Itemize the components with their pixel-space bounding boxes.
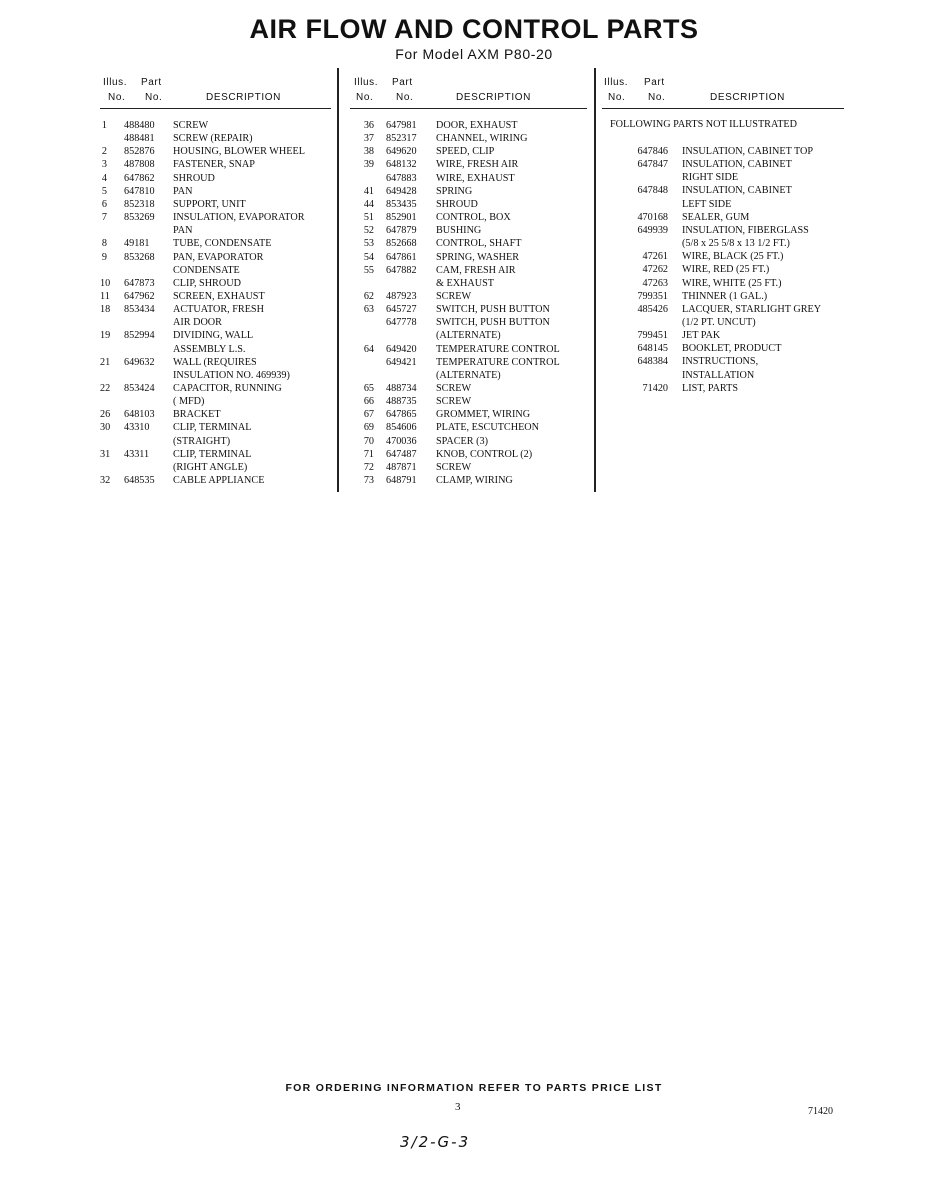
illus-number: 31 bbox=[100, 448, 111, 460]
illus-number: 73 bbox=[363, 475, 374, 487]
part-number: 853434 bbox=[124, 304, 155, 316]
table-row bbox=[100, 211, 340, 224]
table-row bbox=[100, 224, 340, 237]
part-description: WIRE, BLACK (25 FT.) bbox=[682, 251, 784, 263]
part-description: CONTROL, BOX bbox=[436, 212, 511, 224]
part-description: INSULATION, EVAPORATOR bbox=[173, 212, 305, 224]
part-description: CLIP, TERMINAL bbox=[173, 422, 252, 434]
illus-number: 3 bbox=[101, 159, 107, 171]
table-row bbox=[350, 224, 590, 237]
part-description: DOOR, EXHAUST bbox=[436, 120, 518, 131]
part-number: 647487 bbox=[386, 448, 417, 460]
header-rule bbox=[602, 108, 844, 109]
part-description: SHROUD bbox=[436, 198, 478, 210]
part-number: 799351 bbox=[637, 290, 668, 302]
part-number: 488481 bbox=[124, 133, 155, 145]
part-number: 647810 bbox=[124, 185, 155, 197]
part-description: PAN bbox=[173, 185, 193, 197]
table-row bbox=[602, 198, 842, 211]
part-description: CAPACITOR, RUNNING bbox=[173, 383, 282, 394]
part-number: 647873 bbox=[124, 277, 155, 289]
table-row bbox=[350, 251, 590, 264]
table-row bbox=[602, 145, 842, 158]
part-number: 852668 bbox=[386, 238, 417, 250]
table-row bbox=[100, 303, 340, 316]
column-header bbox=[350, 74, 587, 109]
table-row bbox=[100, 395, 340, 408]
part-number: 648535 bbox=[124, 475, 155, 487]
part-description: (STRAIGHT) bbox=[173, 435, 231, 447]
part-number: 647879 bbox=[386, 225, 417, 237]
part-description: SCREW (REPAIR) bbox=[173, 133, 253, 145]
table-row bbox=[100, 277, 340, 290]
part-description: JET PAK bbox=[682, 330, 721, 342]
part-description: INSTALLATION bbox=[682, 369, 755, 381]
table-row bbox=[602, 250, 842, 263]
illus-number: 66 bbox=[363, 396, 374, 408]
illus-number: 37 bbox=[363, 133, 374, 145]
parts-column-3 bbox=[602, 74, 844, 394]
table-row bbox=[350, 395, 590, 408]
table-row bbox=[350, 290, 590, 303]
header-part-no: No. bbox=[396, 92, 414, 103]
part-description: SCREW bbox=[436, 461, 472, 473]
illus-number: 1 bbox=[101, 120, 107, 131]
part-number: 852876 bbox=[124, 146, 155, 158]
part-number: 645727 bbox=[386, 304, 417, 316]
table-row bbox=[602, 277, 842, 290]
part-description: THINNER (1 GAL.) bbox=[682, 290, 768, 302]
part-number: 649620 bbox=[386, 146, 417, 158]
header-illus: Illus. bbox=[103, 77, 128, 88]
part-description: WALL (REQUIRES bbox=[173, 356, 257, 368]
part-description: INSULATION, CABINET TOP bbox=[682, 146, 814, 157]
part-description: CABLE APPLIANCE bbox=[173, 475, 265, 487]
part-number: 470036 bbox=[386, 435, 417, 447]
table-row bbox=[350, 211, 590, 224]
part-number: 647862 bbox=[124, 172, 155, 184]
part-number: 853268 bbox=[124, 251, 155, 263]
header-rule bbox=[350, 108, 587, 109]
table-row bbox=[350, 356, 590, 369]
part-number: 648384 bbox=[637, 356, 668, 368]
table-row bbox=[350, 408, 590, 421]
part-number: 853424 bbox=[124, 383, 155, 394]
part-description: SCREW bbox=[173, 120, 209, 131]
part-description: SPACER (3) bbox=[436, 435, 488, 447]
table-row bbox=[100, 382, 340, 395]
illus-number: 8 bbox=[101, 238, 107, 250]
part-description: RIGHT SIDE bbox=[682, 172, 739, 184]
column-divider bbox=[594, 68, 596, 492]
header-illus: Illus. bbox=[604, 77, 629, 88]
illus-number: 32 bbox=[100, 475, 111, 487]
part-description: BOOKLET, PRODUCT bbox=[682, 343, 782, 355]
table-row bbox=[602, 158, 842, 171]
part-description: INSULATION NO. 469939) bbox=[173, 369, 290, 381]
header-part-no: No. bbox=[145, 92, 163, 103]
table-row bbox=[350, 329, 590, 342]
table-row bbox=[350, 474, 590, 487]
header-description: DESCRIPTION bbox=[710, 92, 785, 103]
model-subtitle: For Model AXM P80-20 bbox=[395, 46, 553, 62]
part-number: 47263 bbox=[642, 277, 668, 289]
illus-number: 44 bbox=[363, 198, 374, 210]
table-row bbox=[100, 251, 340, 264]
header-illus-no: No. bbox=[108, 92, 126, 103]
illus-number: 10 bbox=[100, 277, 111, 289]
illus-number: 11 bbox=[100, 290, 110, 302]
part-number: 647846 bbox=[637, 146, 668, 157]
part-description: AIR DOOR bbox=[173, 317, 222, 329]
document-code: 71420 bbox=[808, 1106, 833, 1117]
part-number: 71420 bbox=[642, 382, 668, 394]
illus-number: 70 bbox=[363, 435, 374, 447]
header-description: DESCRIPTION bbox=[206, 92, 281, 103]
illus-number: 9 bbox=[101, 251, 107, 263]
part-description: SEALER, GUM bbox=[682, 211, 750, 223]
table-row bbox=[350, 421, 590, 434]
table-row bbox=[100, 290, 340, 303]
table-row bbox=[602, 382, 842, 395]
parts-column-1 bbox=[100, 74, 331, 487]
part-number: 488734 bbox=[386, 383, 417, 394]
table-row bbox=[100, 421, 340, 434]
table-row bbox=[100, 448, 340, 461]
header-rule bbox=[100, 108, 331, 109]
table-row bbox=[602, 329, 842, 342]
part-description: TUBE, CONDENSATE bbox=[173, 238, 272, 250]
table-row bbox=[350, 198, 590, 211]
table-row bbox=[100, 198, 340, 211]
table-row bbox=[350, 303, 590, 316]
part-description: ACTUATOR, FRESH bbox=[173, 304, 264, 316]
part-number: 854606 bbox=[386, 422, 417, 434]
part-number: 47262 bbox=[642, 264, 668, 276]
part-description: WIRE, FRESH AIR bbox=[436, 159, 519, 171]
part-description: GROMMET, WIRING bbox=[436, 409, 531, 421]
part-description: LEFT SIDE bbox=[682, 198, 732, 210]
part-description: LACQUER, STARLIGHT GREY bbox=[682, 303, 822, 315]
header-illus-no: No. bbox=[356, 92, 374, 103]
table-row bbox=[350, 237, 590, 250]
part-number: 852317 bbox=[386, 133, 417, 145]
part-description: CLIP, SHROUD bbox=[173, 277, 241, 289]
part-description: INSTRUCTIONS, bbox=[682, 356, 759, 368]
part-description: ASSEMBLY L.S. bbox=[173, 343, 246, 355]
part-number: 649632 bbox=[124, 356, 155, 368]
part-description: PAN bbox=[173, 225, 193, 237]
table-row bbox=[350, 264, 590, 277]
table-row bbox=[350, 448, 590, 461]
table-row bbox=[100, 408, 340, 421]
table-row bbox=[602, 237, 842, 250]
table-row bbox=[602, 303, 842, 316]
illus-number: 63 bbox=[363, 304, 374, 316]
illus-number: 65 bbox=[363, 383, 374, 394]
table-row bbox=[100, 329, 340, 342]
part-description: TEMPERATURE CONTROL bbox=[436, 356, 560, 368]
illus-number: 19 bbox=[100, 330, 111, 342]
part-description: CLIP, TERMINAL bbox=[173, 448, 252, 460]
page-number: 3 bbox=[455, 1101, 461, 1113]
table-row bbox=[100, 435, 340, 448]
illus-number: 71 bbox=[363, 448, 374, 460]
part-number: 647865 bbox=[386, 409, 417, 421]
part-number: 487871 bbox=[386, 461, 417, 473]
part-description: FASTENER, SNAP bbox=[173, 159, 255, 171]
illus-number: 18 bbox=[100, 304, 111, 316]
part-description: WIRE, RED (25 FT.) bbox=[682, 264, 770, 276]
part-number: 43311 bbox=[124, 448, 150, 460]
part-number: 648103 bbox=[124, 409, 155, 421]
part-description: SPEED, CLIP bbox=[436, 146, 495, 158]
part-description: INSULATION, CABINET bbox=[682, 185, 792, 197]
part-description: (1/2 PT. UNCUT) bbox=[682, 316, 756, 328]
table-row bbox=[602, 355, 842, 368]
part-number: 853435 bbox=[386, 198, 417, 210]
part-description: CAM, FRESH AIR bbox=[436, 264, 516, 276]
part-number: 647882 bbox=[386, 264, 417, 276]
illus-number: 26 bbox=[100, 409, 111, 421]
table-row bbox=[350, 277, 590, 290]
illus-number: 5 bbox=[101, 185, 107, 197]
part-number: 487808 bbox=[124, 159, 155, 171]
part-number: 649421 bbox=[386, 356, 417, 368]
illus-number: 72 bbox=[363, 461, 374, 473]
part-description: WIRE, WHITE (25 FT.) bbox=[682, 277, 782, 289]
table-row bbox=[100, 145, 340, 158]
part-description: (5/8 x 25 5/8 x 13 1/2 FT.) bbox=[682, 238, 790, 250]
table-row bbox=[350, 461, 590, 474]
table-row bbox=[350, 435, 590, 448]
part-number: 853269 bbox=[124, 212, 155, 224]
table-row bbox=[602, 316, 842, 329]
part-number: 852901 bbox=[386, 212, 417, 224]
part-number: 43310 bbox=[124, 422, 150, 434]
table-row bbox=[100, 264, 340, 277]
part-number: 649420 bbox=[386, 343, 417, 355]
part-description: PLATE, ESCUTCHEON bbox=[436, 422, 540, 434]
page-title: AIR FLOW AND CONTROL PARTS bbox=[249, 14, 699, 44]
part-description: CONDENSATE bbox=[173, 264, 240, 276]
part-number: 852994 bbox=[124, 330, 155, 342]
part-number: 649939 bbox=[637, 224, 668, 236]
part-description: SCREW bbox=[436, 290, 472, 302]
illus-number: 2 bbox=[101, 146, 107, 158]
part-number: 485426 bbox=[637, 303, 668, 315]
table-row bbox=[100, 343, 340, 356]
part-number: 487923 bbox=[386, 290, 417, 302]
illus-number: 30 bbox=[100, 422, 111, 434]
part-description: BUSHING bbox=[436, 225, 482, 237]
table-row bbox=[100, 316, 340, 329]
illus-number: 67 bbox=[363, 409, 374, 421]
part-number: 648145 bbox=[637, 343, 668, 355]
part-description: WIRE, EXHAUST bbox=[436, 172, 515, 184]
illus-number: 39 bbox=[363, 159, 374, 171]
part-description: BRACKET bbox=[173, 409, 221, 421]
part-description: INSULATION, CABINET bbox=[682, 159, 792, 171]
table-row bbox=[350, 132, 590, 145]
part-description: (ALTERNATE) bbox=[436, 330, 501, 342]
column-divider bbox=[337, 68, 339, 492]
part-description: SCREW bbox=[436, 396, 472, 408]
part-description: & EXHAUST bbox=[436, 277, 495, 289]
table-row bbox=[100, 119, 340, 132]
not-illustrated-note: FOLLOWING PARTS NOT ILLUSTRATED bbox=[610, 119, 798, 130]
part-number: 647861 bbox=[386, 251, 417, 263]
table-row bbox=[350, 172, 590, 185]
table-row bbox=[100, 237, 340, 250]
part-description: ( MFD) bbox=[173, 396, 205, 408]
illus-number: 51 bbox=[363, 212, 374, 224]
header-part-no: No. bbox=[648, 92, 666, 103]
header-illus-no: No. bbox=[608, 92, 626, 103]
part-description: INSULATION, FIBERGLASS bbox=[682, 224, 809, 236]
illus-number: 6 bbox=[101, 198, 107, 210]
table-row bbox=[100, 356, 340, 369]
part-number: 852318 bbox=[124, 198, 155, 210]
part-description: SHROUD bbox=[173, 172, 215, 184]
table-row bbox=[350, 145, 590, 158]
illus-number: 4 bbox=[101, 172, 107, 184]
part-number: 49181 bbox=[124, 238, 150, 250]
table-row bbox=[350, 119, 590, 132]
illus-number: 22 bbox=[100, 383, 111, 394]
illus-number: 69 bbox=[363, 422, 374, 434]
table-row bbox=[602, 171, 842, 184]
part-description: KNOB, CONTROL (2) bbox=[436, 448, 533, 460]
part-description: CONTROL, SHAFT bbox=[436, 238, 522, 250]
header-description: DESCRIPTION bbox=[456, 92, 531, 103]
part-number: 647883 bbox=[386, 172, 417, 184]
part-description: LIST, PARTS bbox=[682, 382, 738, 394]
part-description: CLAMP, WIRING bbox=[436, 475, 513, 487]
table-row bbox=[100, 185, 340, 198]
ordering-footer: FOR ORDERING INFORMATION REFER TO PARTS PRICE LIST bbox=[285, 1082, 663, 1094]
part-description: CHANNEL, WIRING bbox=[436, 133, 528, 145]
part-number: 470168 bbox=[637, 211, 668, 223]
part-description: (RIGHT ANGLE) bbox=[173, 461, 248, 473]
illus-number: 36 bbox=[363, 120, 374, 131]
illus-number: 64 bbox=[363, 343, 374, 355]
part-number: 488735 bbox=[386, 396, 417, 408]
part-number: 647981 bbox=[386, 120, 417, 131]
column-header bbox=[100, 74, 331, 109]
header-part: Part bbox=[141, 77, 162, 88]
table-row bbox=[100, 369, 340, 382]
table-row bbox=[602, 290, 842, 303]
part-description: HOUSING, BLOWER WHEEL bbox=[173, 146, 305, 158]
part-description: SWITCH, PUSH BUTTON bbox=[436, 304, 550, 316]
part-description: TEMPERATURE CONTROL bbox=[436, 343, 560, 355]
header-part: Part bbox=[392, 77, 413, 88]
table-row bbox=[350, 382, 590, 395]
table-row bbox=[602, 211, 842, 224]
part-description: SCREW bbox=[436, 383, 472, 394]
part-description: (ALTERNATE) bbox=[436, 369, 501, 381]
table-row bbox=[350, 185, 590, 198]
table-row bbox=[602, 184, 842, 197]
handwritten-note: 3/2-G-3 bbox=[400, 1133, 471, 1151]
table-row bbox=[100, 172, 340, 185]
column-header bbox=[602, 74, 844, 109]
parts-column-2 bbox=[350, 74, 587, 487]
table-row bbox=[602, 224, 842, 237]
illus-number: 52 bbox=[363, 225, 374, 237]
part-description: SUPPORT, UNIT bbox=[173, 198, 246, 210]
table-row bbox=[350, 158, 590, 171]
header-part: Part bbox=[644, 77, 665, 88]
illus-number: 38 bbox=[363, 146, 374, 158]
table-row bbox=[350, 316, 590, 329]
illus-number: 7 bbox=[101, 212, 107, 224]
illus-number: 53 bbox=[363, 238, 374, 250]
table-row bbox=[100, 158, 340, 171]
part-number: 488480 bbox=[124, 120, 155, 131]
part-description: SPRING bbox=[436, 185, 473, 197]
part-number: 649428 bbox=[386, 185, 417, 197]
illus-number: 55 bbox=[363, 264, 374, 276]
table-row bbox=[350, 343, 590, 356]
table-row bbox=[602, 369, 842, 382]
part-number: 799451 bbox=[637, 330, 668, 342]
table-row bbox=[100, 474, 340, 487]
illus-number: 62 bbox=[363, 290, 374, 302]
part-number: 648791 bbox=[386, 475, 417, 487]
illus-number: 41 bbox=[363, 185, 374, 197]
table-row bbox=[350, 369, 590, 382]
part-number: 647962 bbox=[124, 290, 155, 302]
table-row bbox=[100, 132, 340, 145]
part-number: 647847 bbox=[637, 159, 668, 171]
part-description: SWITCH, PUSH BUTTON bbox=[436, 317, 550, 329]
table-row bbox=[602, 342, 842, 355]
part-number: 47261 bbox=[642, 251, 668, 263]
part-number: 648132 bbox=[386, 159, 417, 171]
part-description: SCREEN, EXHAUST bbox=[173, 290, 265, 302]
illus-number: 54 bbox=[363, 251, 374, 263]
illus-number: 21 bbox=[100, 356, 111, 368]
part-number: 647778 bbox=[386, 317, 417, 329]
table-row bbox=[602, 263, 842, 276]
part-number: 647848 bbox=[637, 185, 668, 197]
part-description: SPRING, WASHER bbox=[436, 251, 520, 263]
part-description: DIVIDING, WALL bbox=[173, 330, 254, 342]
header-illus: Illus. bbox=[354, 77, 379, 88]
part-description: PAN, EVAPORATOR bbox=[173, 251, 264, 263]
table-row bbox=[100, 461, 340, 474]
